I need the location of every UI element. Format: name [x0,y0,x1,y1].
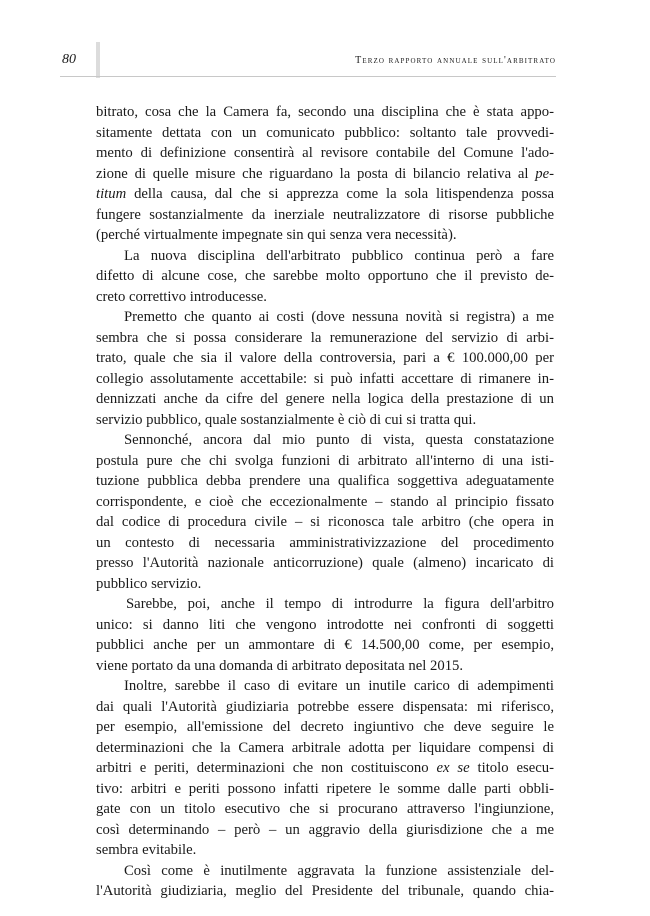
text-line: arbitri e periti, determinazioni che non costituiscono ex se titolo esecu- [96,760,554,776]
text-line: gate con un titolo esecutivo che si procurano attraverso l'ingiunzione, [96,801,554,817]
text-line: Premetto che quanto ai costi (dove nessuna novità si registra) a me [124,309,554,325]
body-text [96,102,554,902]
text-line: tuzione pubblica debba prendere una qualifica soggettiva adeguatamente [96,473,554,489]
text-line: unico: si danno liti che vengono introdotte nei confronti di soggetti [96,616,554,633]
text-line: Sarebbe, poi, anche il tempo di introdurre la figura dell'arbitro [126,596,554,612]
text-line: sitamente dettata con un comunicato pubblico: soltanto tale provvedi- [96,124,554,141]
text-line: pubblico servizio. [96,575,202,592]
text-line: sembra che si possa considerare la remunerazione del servizio di arbi- [96,329,554,346]
text-line: difetto di alcune cose, che sarebbe molto opportuno che il previsto de- [96,268,554,284]
text-line: fungere sostanzialmente da inerziale neutralizzatore di risorse pubbliche [96,206,554,223]
text-line: Inoltre, sarebbe il caso di evitare un inutile carico di adempimenti [124,678,554,694]
text-line: zione di quelle misure che riguardano la posta di bilancio relativa al pe- [96,165,554,182]
page-number: 80 [62,52,76,67]
text-line: determinazioni che la Camera arbitrale adotta per liquidare compensi di [96,739,554,756]
text-line: Così come è inutilmente aggravata la funzione assistenziale del- [124,862,554,879]
text-line: titum della causa, dal che si apprezza come la sola litispendenza possa [96,186,554,202]
text-line: così determinando – però – un aggravio della giurisdizione che a me [96,821,554,838]
running-head: terzo rapporto annuale sull'arbitrato [355,55,556,66]
text-line: trato, quale che sia il valore della controversia, pari a € 100.000,00 per [96,350,554,366]
text-line: un contesto di necessaria amministrativizzazione del procedimento [96,534,554,551]
text-line: postula pure che chi svolga funzioni di arbitrato all'interno di una isti- [96,452,554,469]
text-line: mento di definizione consentirà al revisore contabile del Comune l'ado- [96,145,554,161]
text-line: dennizzati anche da cifre del genere nella logica della prestazione di un [96,391,554,407]
text-line: per esempio, all'emissione del decreto ingiuntivo che deve seguire le [96,719,554,735]
text-line: viene portato da una domanda di arbitrato depositata nel 2015. [96,657,464,674]
text-line: creto correttivo introducesse. [96,288,267,305]
text-line: La nuova disciplina dell'arbitrato pubblico continua però a fare [124,247,554,264]
header-rule [60,76,556,77]
text-line: bitrato, cosa che la Camera fa, secondo una disciplina che è stata appo- [96,104,554,120]
text-line: corrispondente, e cioè che eccezionalmente – stando al principio fissato [96,493,554,510]
page-header [60,52,556,76]
text-line: pubblici anche per un ammontare di € 14.500,00 come, per esempio, [96,637,554,653]
text-line: sembra evitabile. [96,842,197,858]
text-line: Sennonché, ancora dal mio punto di vista, questa constatazione [124,432,554,448]
text-line: tivo: arbitri e periti possono infatti ripetere le somme dalle parti obbli- [96,780,554,797]
text-line: presso l'Autorità nazionale anticorruzione) quale (almeno) incaricato di [96,555,554,571]
text-line: servizio pubblico, quale sostanzialmente è ciò di cui si tratta qui. [96,411,477,428]
text-line: dal codice di procedura civile – si riconosca tale arbitro (che opera in [96,514,554,530]
text-line: collegio assolutamente accettabile: si può infatti accettare di rimanere in- [96,370,554,387]
text-line: (perché virtualmente impegnate sin qui senza vera necessità). [96,227,457,243]
text-line: dai quali l'Autorità giudiziaria potrebbe essere dispensata: mi riferisco, [96,698,554,715]
text-line: l'Autorità giudiziaria, meglio del Presidente del tribunale, quando chia- [96,883,554,899]
